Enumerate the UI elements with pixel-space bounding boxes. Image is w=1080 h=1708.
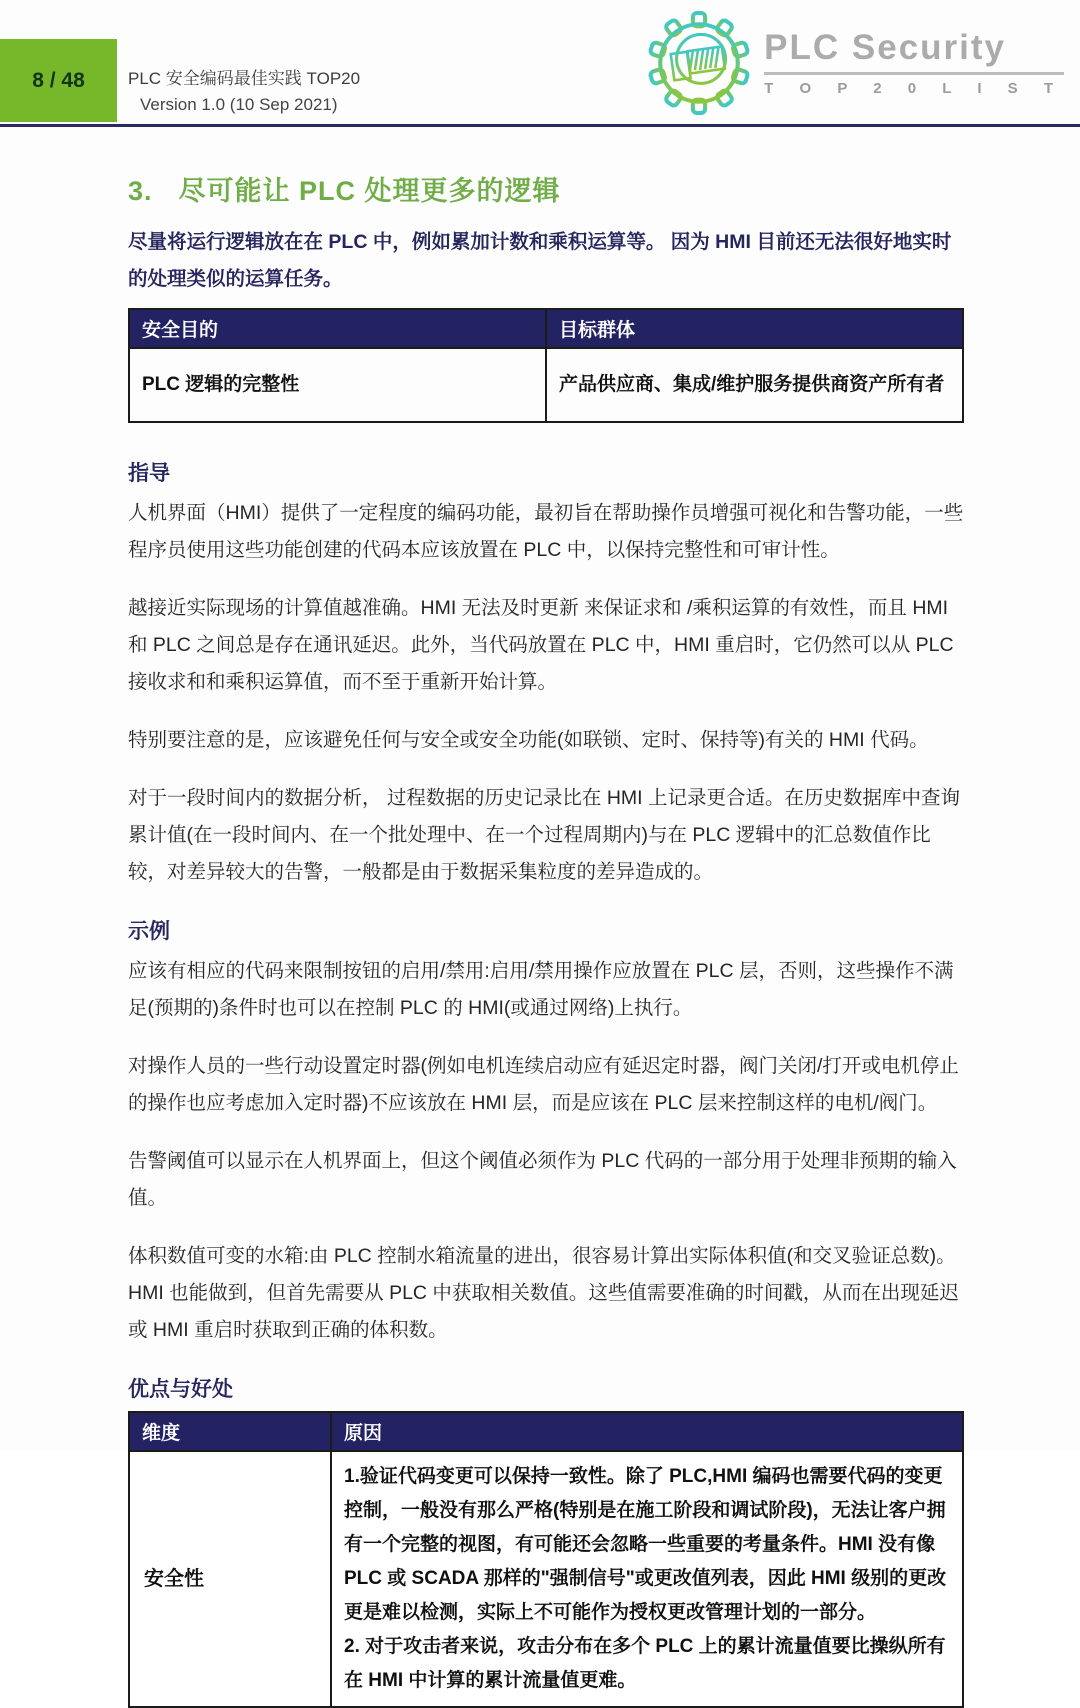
table-header-row [129,1412,963,1451]
column-header-target-group: 目标群体 [546,309,963,348]
column-header-security-objective: 安全目的 [129,309,546,348]
guidance-paragraph: 人机界面（HMI）提供了一定程度的编码功能，最初旨在帮助操作员增强可视化和告警功能，一些程序员使用这些功能创建的代码本应该放置在 PLC 中，以保持完整性和可审计性。 [128,502,964,561]
cell-security-objective: PLC 逻辑的完整性 [129,348,546,422]
reason-item: 1.验证代码变更可以保持一致性。除了 PLC,HMI 编码也需要代码的变更控制，一般没有那么严格(特别是在施工阶段和调试阶段)，无法让客户拥有一个完整的视图，有可能还会忽略一些重要的考量条件。HMI 没有像 PLC 或 SCADA 那样的"强制信号"或更改值列表，因此 HMI 级别的更改更是难以检测，实际上不可能作为授权更改管理计划的一部分。 [344,1466,947,1623]
example-paragraph: 体积数值可变的水箱:由 PLC 控制水箱流量的进出，很容易计算出实际体积值(和交叉验证总数)。HMI 也能做到，但首先需要从 PLC 中获取相关数值。这些值需要准确的时间戳，从而在出现延迟或 HMI 重启时获取到正确的体积数。 [128,1245,959,1341]
table-row [129,1451,963,1707]
logo-subtitle: T O P 2 0 L I S T [764,79,1064,97]
table-header-row [129,309,963,348]
examples-heading: 示例 [128,920,170,943]
logo-title: PLC Security [764,29,1064,75]
cell-reasons [331,1451,963,1707]
security-objective-table [128,308,964,423]
cell-dimension: 安全性 [129,1451,331,1707]
cell-target-group: 产品供应商、集成/维护服务提供商资产所有者 [546,348,963,422]
document-version: Version 1.0 (10 Sep 2021) [140,95,338,114]
page-title [128,169,964,208]
page-number: 8 / 48 [32,68,85,92]
example-paragraph: 对操作人员的一些行动设置定时器(例如电机连续启动应有延迟定时器，阀门关闭/打开或电机停止的操作也应考虑加入定时器)不应该放在 HMI 层，而是应该在 PLC 层来控制这样的电机/阀门。 [128,1055,959,1114]
heading-text: 尽可能让 PLC 处理更多的逻辑 [178,176,561,206]
intro-paragraph: 尽量将运行逻辑放在在 PLC 中，例如累加计数和乘积运算等。 因为 HMI 目前还无法很好地实时的处理类似的运算任务。 [128,231,952,290]
logo-text [764,29,1064,97]
document-title: PLC 安全编码最佳实践 TOP20 [128,69,361,88]
guidance-heading: 指导 [128,462,170,485]
gear-plc-icon [648,12,750,114]
guidance-paragraph: 越接近实际现场的计算值越准确。HMI 无法及时更新 来保证求和 /乘积运算的有效性，而且 HMI 和 PLC 之间总是存在通讯延迟。此外，当代码放置在 PLC 中，HMI 重启时，它仍然可以从 PLC 接收求和和乘积运算值，而不至于重新开始计算。 [128,597,954,693]
guidance-paragraph: 对于一段时间内的数据分析， 过程数据的历史记录比在 HMI 上记录更合适。在历史数据库中查询累计值(在一段时间内、在一个批处理中、在一个过程周期内)与在 PLC 逻辑中的汇总数值作比较，对差异较大的告警，一般都是由于数据采集粒度的差异造成的。 [128,787,960,883]
column-header-reason: 原因 [331,1412,963,1451]
document-content [0,127,1080,1708]
table-row [129,348,963,422]
benefits-table [128,1411,964,1708]
heading-number: 3. [128,176,153,206]
example-paragraph: 应该有相应的代码来限制按钮的启用/禁用:启用/禁用操作应放置在 PLC 层，否则，这些操作不满足(预期的)条件时也可以在控制 PLC 的 HMI(或通过网络)上执行。 [128,960,954,1019]
benefits-heading: 优点与好处 [128,1378,233,1401]
guidance-paragraph: 特别要注意的是，应该避免任何与安全或安全功能(如联锁、定时、保持等)有关的 HMI 代码。 [128,729,929,751]
header-titles [128,66,360,118]
column-header-dimension: 维度 [129,1412,331,1451]
page-number-badge [0,39,117,122]
reason-item: 2. 对于攻击者来说，攻击分布在多个 PLC 上的累计流量值要比操纵所有在 HMI 中计算的累计流量值更难。 [344,1636,946,1691]
plc-security-logo [648,12,1064,114]
example-paragraph: 告警阈值可以显示在人机界面上，但这个阈值必须作为 PLC 代码的一部分用于处理非预期的输入值。 [128,1150,957,1209]
page-header [0,0,1080,127]
